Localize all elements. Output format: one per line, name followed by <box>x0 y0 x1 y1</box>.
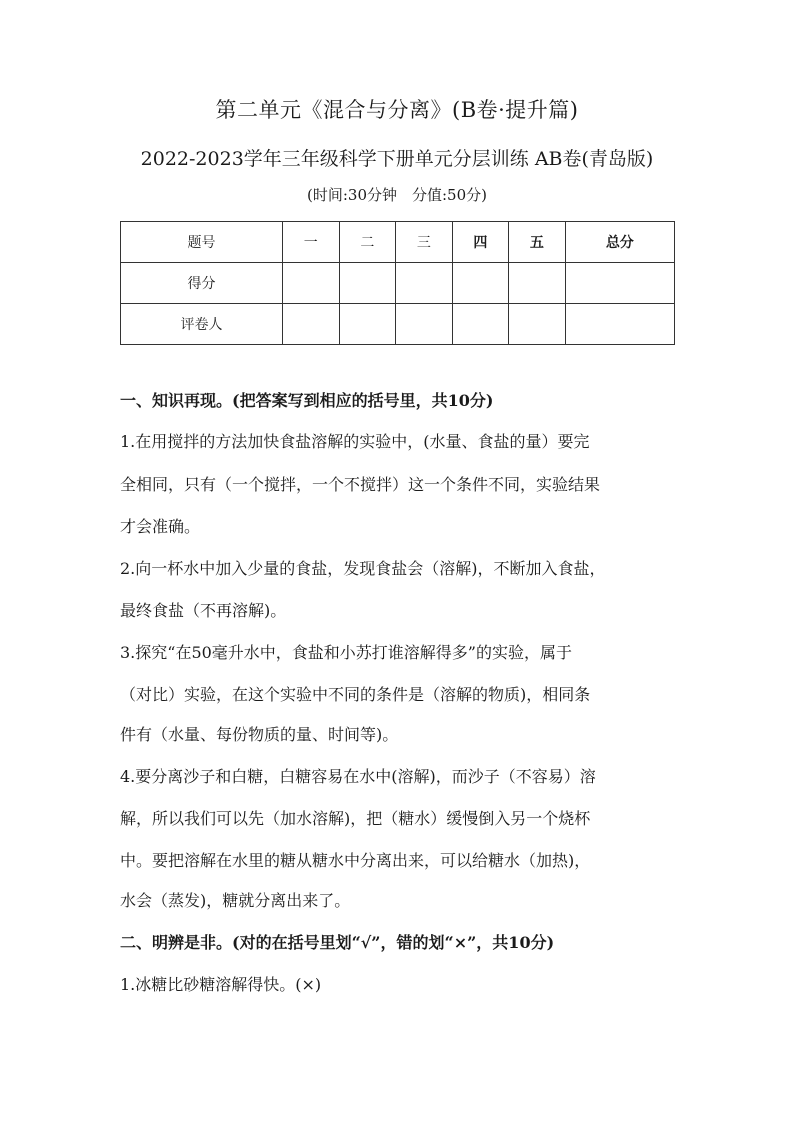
question-line: 水会（蒸发)，糖就分离出来了。 <box>120 891 351 910</box>
question-line: 2.向一杯水中加入少量的食盐，发现食盐会（溶解)，不断加入食盐， <box>120 559 606 578</box>
section-heading: 二、明辨是非。(对的在括号里划“√”，错的划“×”，共10分) <box>120 933 555 952</box>
exam-meta: (时间:30分钟 分值:50分) <box>307 186 487 204</box>
score-cell <box>396 263 453 304</box>
question-line: 全相同，只有（一个搅拌，一个不搅拌）这一个条件不同，实验结果 <box>120 475 601 494</box>
row-label: 评卷人 <box>121 304 283 345</box>
score-cell <box>565 304 674 345</box>
score-cell <box>565 263 674 304</box>
question-line: 解，所以我们可以先（加水溶解)，把（糖水）缓慢倒入另一个烧杯 <box>120 809 591 828</box>
question-line: 4.要分离沙子和白糖，白糖容易在水中(溶解)，而沙子（不容易）溶 <box>120 767 596 786</box>
table-header-cell: 一 <box>283 222 340 263</box>
question-line: 3.探究“在50毫升水中，食盐和小苏打谁溶解得多”的实验，属于 <box>120 643 572 662</box>
score-cell <box>339 263 396 304</box>
page-title: 第二单元《混合与分离》(B卷·提升篇) <box>215 98 579 122</box>
table-row <box>121 263 675 304</box>
table-header-cell: 总分 <box>565 222 674 263</box>
score-table <box>120 221 675 345</box>
score-cell <box>452 263 509 304</box>
question-line: 1.冰糖比砂糖溶解得快。(×) <box>120 975 322 994</box>
score-cell <box>509 263 566 304</box>
table-header-cell: 题号 <box>121 222 283 263</box>
table-header-cell: 五 <box>509 222 566 263</box>
question-line: 中。要把溶解在水里的糖从糖水中分离出来，可以给糖水（加热)， <box>120 851 591 870</box>
table-row <box>121 304 675 345</box>
score-cell <box>509 304 566 345</box>
question-line: 最终食盐（不再溶解)。 <box>120 601 287 620</box>
score-cell <box>339 304 396 345</box>
table-header-cell: 二 <box>339 222 396 263</box>
question-line: 才会准确。 <box>120 517 201 536</box>
section-heading: 一、知识再现。(把答案写到相应的括号里，共10分) <box>120 391 494 410</box>
table-header-row <box>121 222 675 263</box>
question-line: （对比）实验，在这个实验中不同的条件是（溶解的物质)，相同条 <box>120 685 591 704</box>
question-line: 件有（水量、每份物质的量、时间等)。 <box>120 725 399 744</box>
table-header-cell: 四 <box>452 222 509 263</box>
score-cell <box>283 263 340 304</box>
score-cell <box>283 304 340 345</box>
score-cell <box>452 304 509 345</box>
row-label: 得分 <box>121 263 283 304</box>
score-cell <box>396 304 453 345</box>
question-line: 1.在用搅拌的方法加快食盐溶解的实验中，(水量、食盐的量）要完 <box>120 432 590 451</box>
page-subtitle: 2022-2023学年三年级科学下册单元分层训练 AB卷(青岛版) <box>140 148 654 170</box>
table-header-cell: 三 <box>396 222 453 263</box>
